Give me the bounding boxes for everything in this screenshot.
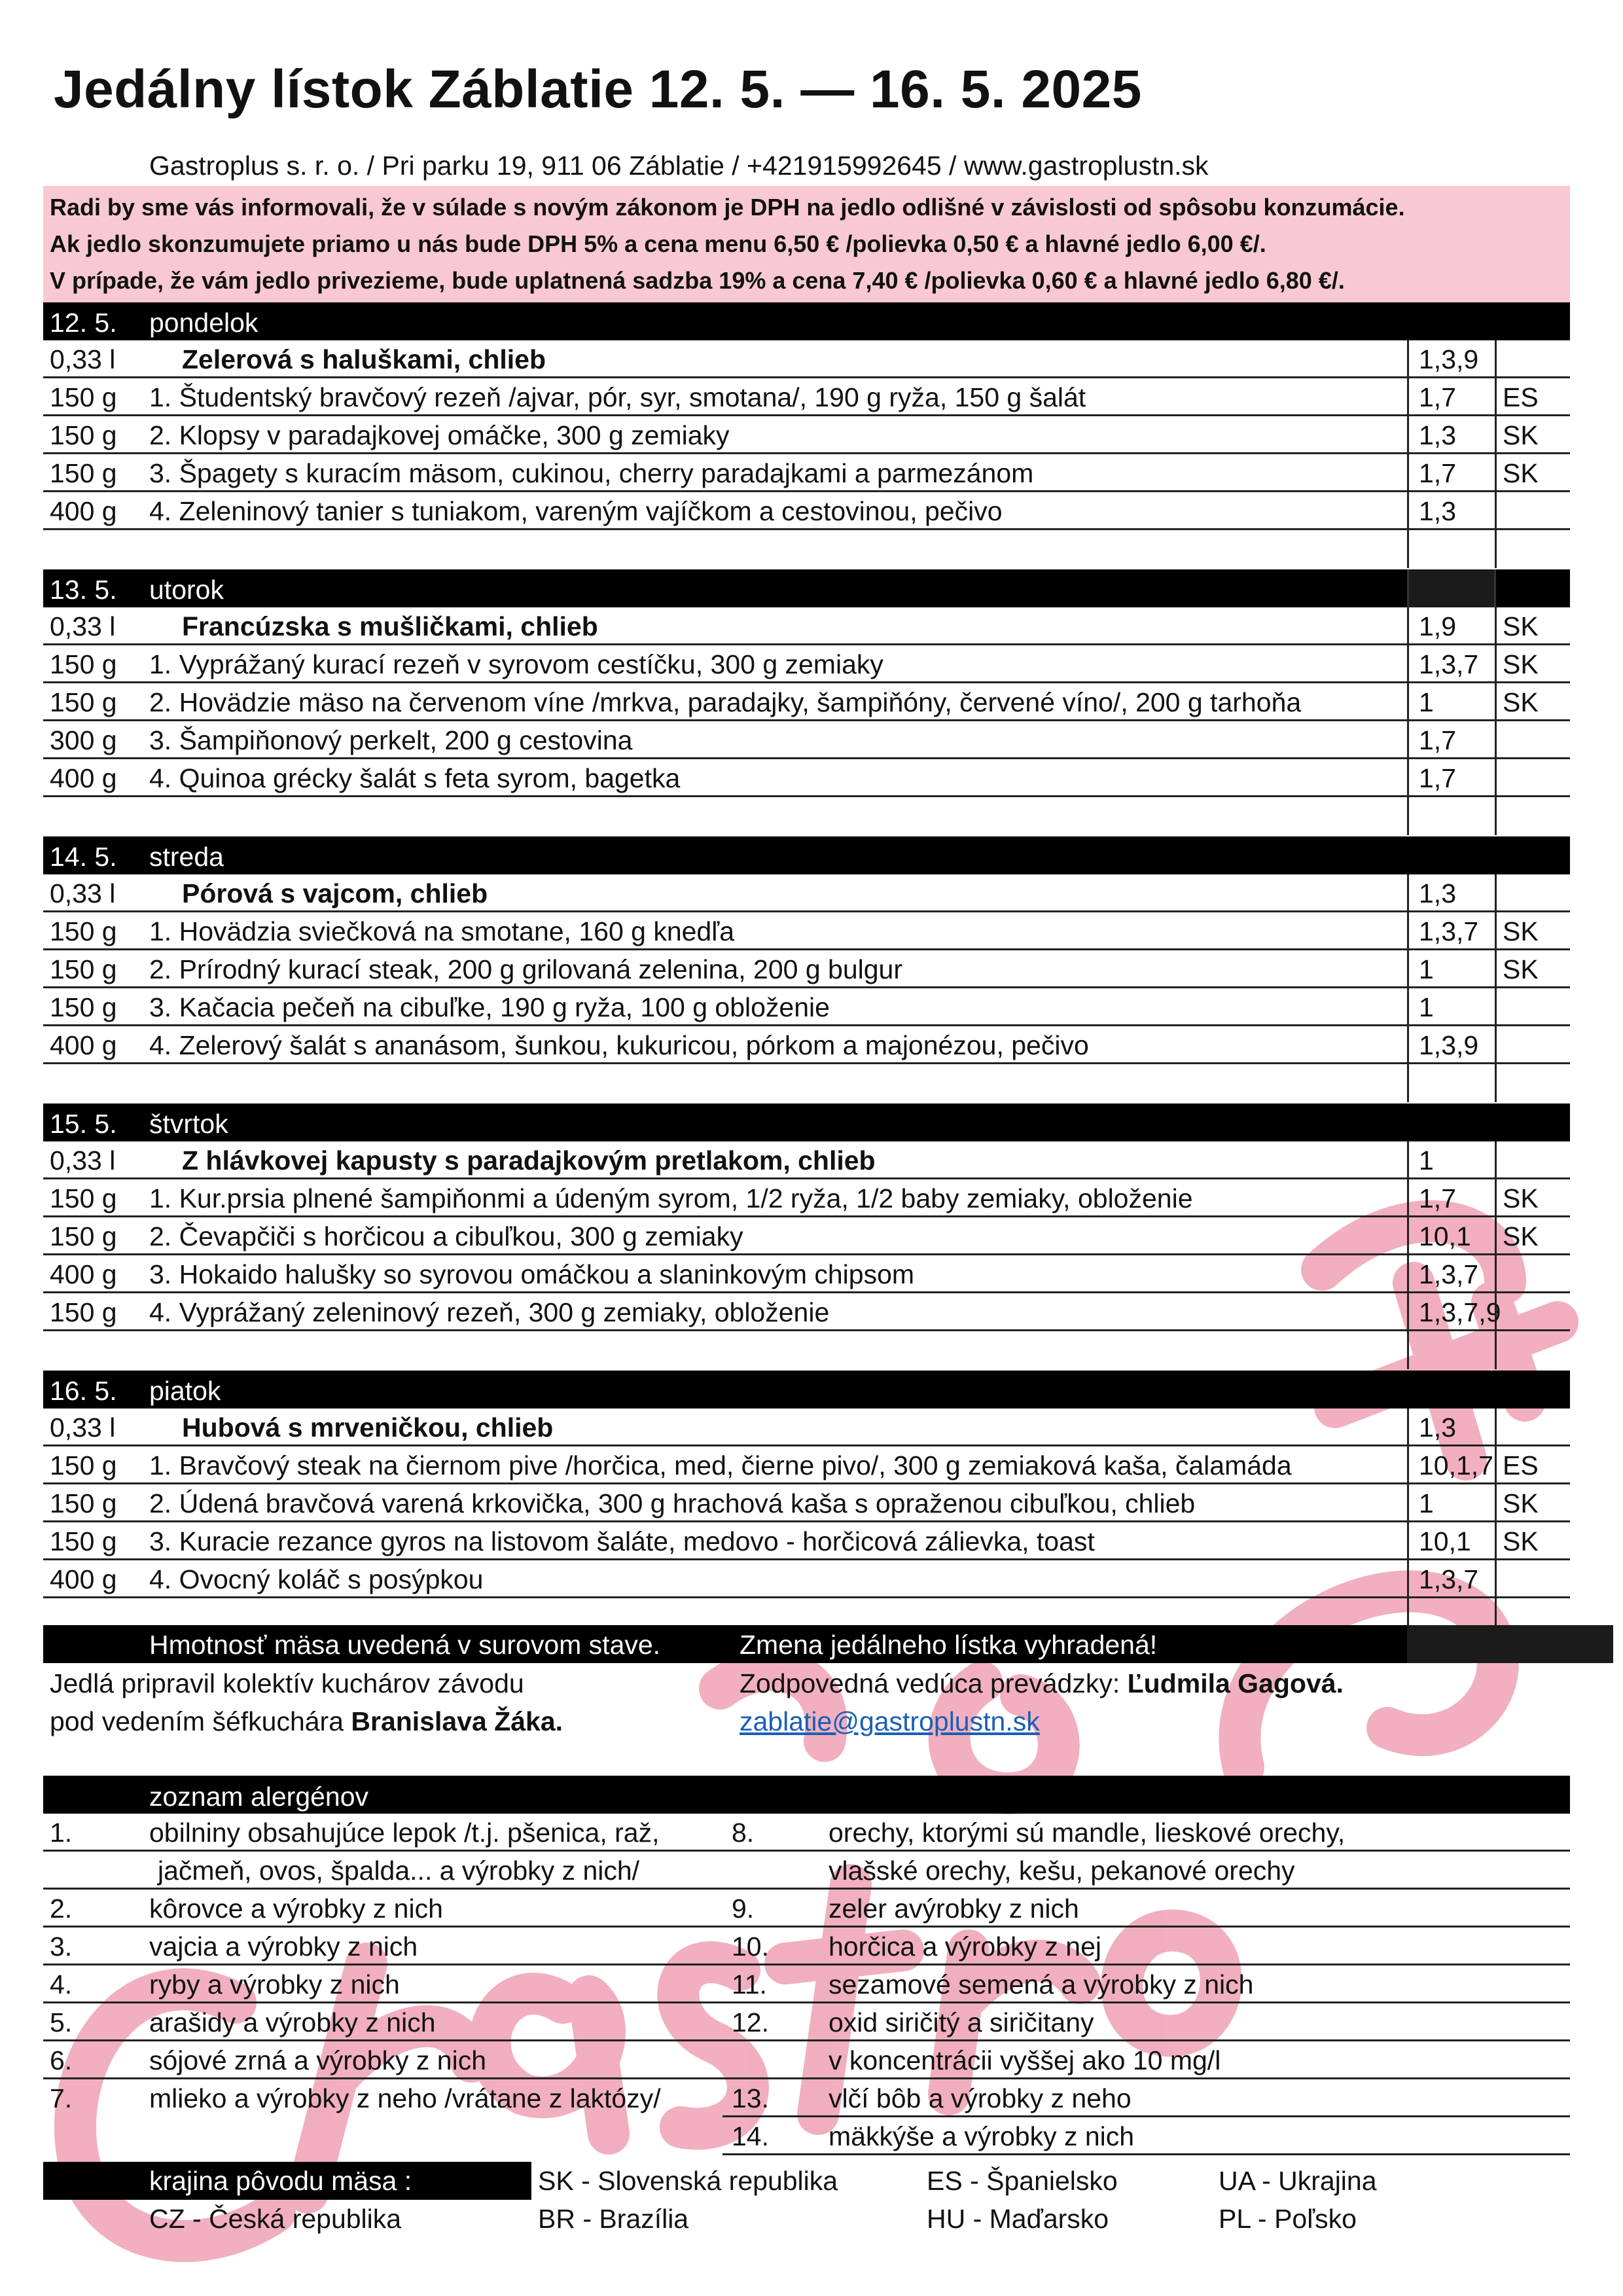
dish-name: 3. Šampiňonový perkelt, 200 g cestovina — [149, 725, 633, 755]
allergen-codes: 1,3,9 — [1419, 1030, 1479, 1060]
dish-name: 1. Vyprážaný kurací rezeň v syrovom cestíčku, 300 g zemiaky — [149, 649, 883, 679]
allergen-text: arašidy a výrobky z nich — [149, 2007, 436, 2037]
dish-name: 3. Hokaido halušky so syrovou omáčkou a slaninkovým chipsom — [149, 1259, 915, 1289]
day-name: streda — [149, 842, 224, 872]
portion: 150 g — [50, 687, 117, 717]
spacer-row — [43, 797, 1570, 835]
allergen-codes: 1,3,9 — [1419, 344, 1479, 374]
dish-name: 4. Zeleninový tanier s tuniakom, vareným vajíčkom a cestovinou, pečivo — [149, 496, 1003, 526]
soup-name: Francúzska s mušličkami, chlieb — [182, 611, 598, 641]
allergen-codes: 1 — [1419, 954, 1434, 984]
chef-line-prefix: pod vedením šéfkuchára — [50, 1706, 351, 1736]
dish-name: 2. Čevapčiči s horčicou a cibuľkou, 300 g zemiaky — [149, 1221, 743, 1251]
dish-name: 1. Hovädzia sviečková na smotane, 160 g knedľa — [149, 916, 734, 946]
allergen-codes: 1 — [1419, 687, 1434, 717]
soup-row — [43, 1408, 1570, 1446]
portion: 0,33 l — [50, 878, 116, 908]
portion: 150 g — [50, 1526, 117, 1556]
notes-bar — [43, 1625, 1570, 1663]
allergen-codes: 1,7 — [1419, 458, 1456, 488]
allergen-item — [722, 2079, 1570, 2117]
dish-name: 1. Kur.prsia plnené šampiňonmi a údeným syrom, 1/2 ryža, 1/2 baby zemiaky, obloženie — [149, 1183, 1193, 1213]
allergen-text: vlčí bôb a výrobky z neho — [829, 2083, 1132, 2113]
portion: 150 g — [50, 1183, 117, 1213]
allergen-item — [722, 1965, 1570, 2003]
meal-row — [43, 1255, 1570, 1293]
allergen-item — [43, 2079, 722, 2117]
soup-name: Zelerová s haluškami, chlieb — [182, 344, 546, 374]
allergen-text: obilniny obsahujúce lepok /t.j. pšenica, raž, — [149, 1818, 660, 1848]
day-date: 12. 5. — [50, 308, 117, 338]
allergen-codes: 1,3 — [1419, 496, 1456, 526]
allergen-codes: 1,7 — [1419, 763, 1456, 793]
allergen-codes: 1 — [1419, 992, 1434, 1022]
soup-name: Z hlávkovej kapusty s paradajkovým pretlakom, chlieb — [182, 1145, 876, 1175]
meat-origin: SK — [1503, 1221, 1539, 1251]
portion: 0,33 l — [50, 611, 116, 641]
allergen-text: vlašské orechy, kešu, pekanové orechy — [829, 1856, 1295, 1886]
allergen-codes: 1,3,7 — [1419, 1564, 1479, 1594]
soup-row — [43, 1141, 1570, 1179]
dish-name: 4. Vyprážaný zeleninový rezeň, 300 g zemiaky, obloženie — [149, 1297, 830, 1327]
allergen-item — [43, 1890, 722, 1928]
portion: 400 g — [50, 496, 117, 526]
portion: 150 g — [50, 1450, 117, 1480]
day-header — [43, 1103, 1570, 1141]
portion: 150 g — [50, 420, 117, 450]
meat-origin: ES — [1503, 1450, 1539, 1480]
meal-row — [43, 721, 1570, 759]
allergen-codes: 1 — [1419, 1145, 1434, 1175]
dish-name: 3. Špagety s kuracím mäsom, cukinou, cherry paradajkami a parmezánom — [149, 458, 1034, 488]
allergen-codes: 1,3,7,9 — [1419, 1297, 1501, 1327]
weight-note: Hmotnosť mäsa uvedená v surovom stave. — [149, 1630, 661, 1660]
dish-name: 3. Kačacia pečeň na cibuľke, 190 g ryža, 100 g obloženie — [149, 992, 830, 1022]
allergen-list-header — [43, 1776, 1570, 1814]
allergen-item — [722, 1814, 1570, 1852]
spacer-row — [43, 1598, 1570, 1625]
day-name: pondelok — [149, 308, 259, 338]
chef-line: Jedlá pripravil kolektív kuchárov závodu — [50, 1668, 524, 1698]
day-date: 14. 5. — [50, 842, 117, 872]
dish-name: 3. Kuracie rezance gyros na listovom šaláte, medovo - horčicová zálievka, toast — [149, 1526, 1095, 1556]
allergen-number: 3. — [50, 1931, 73, 1962]
portion: 150 g — [50, 954, 117, 984]
dish-name: 4. Ovocný koláč s posýpkou — [149, 1564, 484, 1594]
manager-prefix: Zodpovedná vedúca prevádzky: — [740, 1668, 1128, 1698]
allergen-number: 1. — [50, 1818, 73, 1848]
day-name: piatok — [149, 1376, 221, 1406]
meat-origin: SK — [1503, 1183, 1539, 1213]
day-date: 15. 5. — [50, 1109, 117, 1139]
vat-notice-line: Ak jedlo skonzumujete priamo u nás bude DPH 5% a cena menu 6,50 € /polievka 0,50 € a hlavné jedlo 6,00 €/. — [50, 230, 1266, 257]
dish-name: 2. Údená bravčová varená krkovička, 300 g hrachová kaša s opraženou cibuľkou, chlieb — [149, 1488, 1196, 1518]
portion: 400 g — [50, 763, 117, 793]
meat-origin: SK — [1503, 1488, 1539, 1518]
allergen-codes: 1 — [1419, 1488, 1434, 1518]
manager-name: Ľudmila Gagová. — [1127, 1668, 1344, 1698]
allergen-number: 10. — [732, 1931, 769, 1962]
portion: 150 g — [50, 992, 117, 1022]
vat-notice-line: V prípade, že vám jedlo privezieme, bude uplatnená sadzba 19% a cena 7,40 € /polievka 0,60 € a hlavné jedlo 6,80 €/. — [50, 267, 1345, 294]
allergen-number: 14. — [732, 2121, 769, 2151]
allergen-text: mäkkýše a výrobky z nich — [829, 2121, 1135, 2151]
allergen-codes: 1,9 — [1419, 611, 1456, 641]
day-name: štvrtok — [149, 1109, 228, 1139]
day-date: 13. 5. — [50, 575, 117, 605]
meat-origin: SK — [1503, 458, 1539, 488]
spacer-row — [43, 1064, 1570, 1102]
allergen-codes: 1,3 — [1419, 878, 1456, 908]
allergen-codes: 10,1,7 — [1419, 1450, 1493, 1480]
allergen-codes: 1,3,7 — [1419, 649, 1479, 679]
allergen-codes: 1,3 — [1419, 420, 1456, 450]
allergen-text: vajcia a výrobky z nich — [149, 1931, 418, 1962]
vat-notice — [43, 186, 1570, 302]
day-header — [43, 569, 1570, 607]
chef-credit — [50, 1702, 563, 1740]
meat-origin: SK — [1503, 611, 1539, 641]
country-code: UA - Ukrajina — [1219, 2166, 1377, 2196]
allergen-text: kôrovce a výrobky z nich — [149, 1893, 443, 1924]
meal-row — [43, 378, 1570, 416]
dish-name: 2. Prírodný kurací steak, 200 g grilovaná zelenina, 200 g bulgur — [149, 954, 902, 984]
meal-row — [43, 1217, 1570, 1255]
allergen-codes: 1,3,7 — [1419, 916, 1479, 946]
meat-origin: SK — [1503, 1526, 1539, 1556]
meal-row — [43, 1179, 1570, 1217]
allergen-item — [43, 1852, 722, 1890]
allergen-item — [43, 1814, 722, 1852]
meal-row — [43, 1293, 1570, 1331]
email-link[interactable]: zablatie@gastroplustn.sk — [740, 1706, 1040, 1736]
allergen-codes: 10,1 — [1419, 1221, 1471, 1251]
soup-name: Pórová s vajcom, chlieb — [182, 878, 488, 908]
allergen-item — [722, 2117, 1570, 2155]
allergen-item — [722, 1890, 1570, 1928]
allergen-number: 6. — [50, 2045, 73, 2075]
allergen-number: 5. — [50, 2007, 73, 2037]
portion: 150 g — [50, 382, 117, 412]
meal-row — [43, 1560, 1570, 1598]
allergen-text: ryby a výrobky z nich — [149, 1969, 400, 2000]
allergen-text: sójové zrná a výrobky z nich — [149, 2045, 487, 2075]
portion: 150 g — [50, 649, 117, 679]
manager-credit — [740, 1664, 1344, 1702]
allergen-item — [722, 1852, 1570, 1890]
vat-notice-line: Radi by sme vás informovali, že v súlade s novým zákonom je DPH na jedlo odlišné v závislosti od spôsobu konzumácie. — [50, 194, 1405, 221]
dish-name: 1. Študentský bravčový rezeň /ajvar, pór, syr, smotana/, 190 g ryža, 150 g šalát — [149, 382, 1086, 412]
meal-row — [43, 492, 1570, 530]
allergen-number: 4. — [50, 1969, 73, 2000]
meal-row — [43, 912, 1570, 950]
portion: 0,33 l — [50, 1145, 116, 1175]
portion: 150 g — [50, 1297, 117, 1327]
dish-name: 4. Zelerový šalát s ananásom, šunkou, kukuricou, pórkom a majonézou, pečivo — [149, 1030, 1089, 1060]
soup-name: Hubová s mrveničkou, chlieb — [182, 1412, 554, 1443]
spacer-row — [43, 530, 1570, 568]
allergen-text: mlieko a výrobky z neho /vrátane z laktózy/ — [149, 2083, 661, 2113]
allergen-codes: 1,7 — [1419, 725, 1456, 755]
meat-origin-title: krajina pôvodu mäsa : — [149, 2166, 412, 2196]
chef-name: Branislava Žáka. — [351, 1706, 563, 1736]
allergen-item — [43, 1928, 722, 1965]
meal-row — [43, 645, 1570, 683]
allergen-codes: 1,3,7 — [1419, 1259, 1479, 1289]
meal-row — [43, 416, 1570, 454]
allergen-item — [43, 2041, 722, 2079]
change-note: Zmena jedálneho lístka vyhradená! — [740, 1630, 1158, 1660]
country-code: BR - Brazília — [538, 2204, 689, 2234]
portion: 400 g — [50, 1564, 117, 1594]
portion: 150 g — [50, 458, 117, 488]
meal-row — [43, 683, 1570, 721]
allergen-item — [43, 2003, 722, 2041]
allergen-codes: 1,7 — [1419, 1183, 1456, 1213]
allergen-number: 12. — [732, 2007, 769, 2037]
soup-row — [43, 874, 1570, 912]
day-header — [43, 1371, 1570, 1408]
meat-origin: SK — [1503, 649, 1539, 679]
meal-row — [43, 759, 1570, 797]
allergen-text: oxid siričitý a siričitany — [829, 2007, 1094, 2037]
meat-origin-header — [43, 2162, 531, 2200]
spacer-row — [43, 1331, 1570, 1369]
portion: 300 g — [50, 725, 117, 755]
allergen-list-title: zoznam alergénov — [149, 1782, 369, 1812]
meal-row — [43, 1522, 1570, 1560]
portion: 0,33 l — [50, 344, 116, 374]
meal-row — [43, 1484, 1570, 1522]
meat-origin: SK — [1503, 954, 1539, 984]
allergen-number: 7. — [50, 2083, 73, 2113]
meat-origin: SK — [1503, 420, 1539, 450]
meat-origin: ES — [1503, 382, 1539, 412]
soup-row — [43, 340, 1570, 378]
portion: 0,33 l — [50, 1412, 116, 1443]
day-date: 16. 5. — [50, 1376, 117, 1406]
allergen-number: 2. — [50, 1893, 73, 1924]
soup-row — [43, 607, 1570, 645]
allergen-number: 9. — [732, 1893, 755, 1924]
allergen-number: 11. — [732, 1969, 767, 2000]
page-title: Jedálny lístok Záblatie 12. 5. — 16. 5. 2025 — [54, 60, 1142, 119]
contact-info: Gastroplus s. r. o. / Pri parku 19, 911 06 Záblatie / +421915992645 / www.gastroplustn.sk — [149, 151, 1209, 181]
allergen-text: sezamové semená a výrobky z nich — [829, 1969, 1254, 2000]
portion: 150 g — [50, 1488, 117, 1518]
allergen-text: jačmeň, ovos, špalda... a výrobky z nich/ — [158, 1856, 640, 1886]
meal-row — [43, 988, 1570, 1026]
portion: 150 g — [50, 916, 117, 946]
meal-row — [43, 950, 1570, 988]
allergen-codes: 1,7 — [1419, 382, 1456, 412]
allergen-item — [43, 1965, 722, 2003]
meat-origin: SK — [1503, 687, 1539, 717]
dish-name: 2. Klopsy v paradajkovej omáčke, 300 g zemiaky — [149, 420, 730, 450]
portion: 400 g — [50, 1030, 117, 1060]
allergen-text: zeler avýrobky z nich — [829, 1893, 1079, 1924]
allergen-text: orechy, ktorými sú mandle, lieskové orechy, — [829, 1818, 1346, 1848]
allergen-text: horčica a výrobky z nej — [829, 1931, 1102, 1962]
meal-row — [43, 454, 1570, 492]
meal-row — [43, 1026, 1570, 1064]
meat-origin: SK — [1503, 916, 1539, 946]
dish-name: 2. Hovädzie mäso na červenom víne /mrkva, paradajky, šampiňóny, červené víno/, 200 g tarhoňa — [149, 687, 1302, 717]
dish-name: 1. Bravčový steak na čiernom pive /horčica, med, čierne pivo/, 300 g zemiaková kaša, čalamáda — [149, 1450, 1292, 1480]
portion: 400 g — [50, 1259, 117, 1289]
country-code: SK - Slovenská republika — [538, 2166, 838, 2196]
country-code: CZ - Česká republika — [149, 2204, 402, 2234]
day-header — [43, 836, 1570, 874]
allergen-number: 8. — [732, 1818, 755, 1848]
allergen-item — [722, 2041, 1570, 2079]
allergen-codes: 1,3 — [1419, 1412, 1456, 1443]
dish-name: 4. Quinoa grécky šalát s feta syrom, bagetka — [149, 763, 681, 793]
allergen-number: 13. — [732, 2083, 769, 2113]
allergen-item — [722, 2003, 1570, 2041]
country-code: HU - Maďarsko — [927, 2204, 1109, 2234]
allergen-text: v koncentrácii vyššej ako 10 mg/l — [829, 2045, 1221, 2075]
country-code: PL - Poľsko — [1219, 2204, 1357, 2234]
portion: 150 g — [50, 1221, 117, 1251]
allergen-item — [722, 1928, 1570, 1965]
day-header — [43, 302, 1570, 340]
country-code: ES - Španielsko — [927, 2166, 1118, 2196]
meal-row — [43, 1446, 1570, 1484]
allergen-codes: 10,1 — [1419, 1526, 1471, 1556]
day-name: utorok — [149, 575, 224, 605]
